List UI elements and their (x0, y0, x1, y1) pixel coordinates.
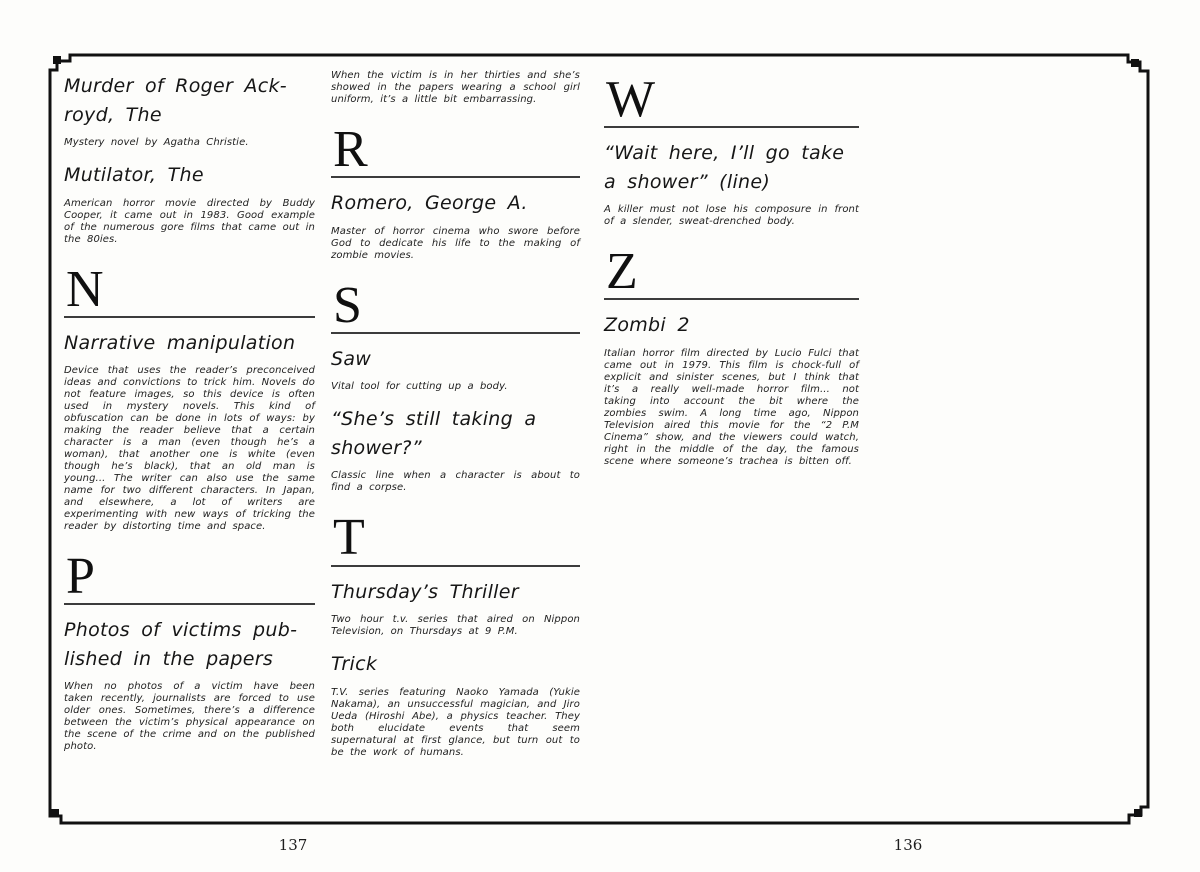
section-letter-t: T (331, 508, 580, 566)
entry-term: “She’s still taking a shower?” (331, 408, 537, 459)
entry-definition: American horror movie directed by Buddy Cooper, it came out in 1983. Good example of the numerous gore films that came out in the 80ies. (64, 197, 315, 245)
entry-term: Mutilator, The (64, 164, 204, 186)
section-letter-s: S (331, 276, 580, 334)
entry-definition: Master of horror cinema who swore before God to dedicate his life to the making of zombie movies. (331, 225, 580, 261)
entry-definition: Device that uses the reader’s preconceived ideas and convictions to trick him. Novels do not feature images, so this device is often used in mystery novels. This kind of obfuscation can be done in lots of ways: by making the reader believe that a certain character is a man (even though he’s a woman), that another one is white (even though he’s black), that an old man is young... The writer can also use the same name for two different characters. In Japan, and elsewhere, a lot of writers are experimenting with new ways of tricking the reader by distorting time and space. (64, 365, 315, 533)
entry-term: Thursday’s Thriller (331, 580, 519, 603)
entry-definition: Classic line when a character is about to find a corpse. (331, 470, 580, 494)
section-letter-n: N (64, 260, 315, 318)
border-corner-knob-top-right (1131, 59, 1139, 67)
page-number-right: 136 (893, 836, 923, 854)
page-number-left: 137 (278, 836, 308, 854)
entry-definition: When the victim is in her thirties and she’s showed in the papers wearing a school girl uniform, it’s a little bit embarrassing. (331, 70, 580, 105)
border-corner-knob-top-left (53, 56, 61, 64)
entry-definition: T.V. series featuring Naoko Yamada (Yukie Nakama), an unsuccessful magician, and Jiro Ueda (Hiroshi Abe), a physics teacher. They both elucidate events that seem supernatural at first glance, but turn out to be the work of humans. (331, 686, 580, 758)
section-letter-p: P (64, 547, 315, 605)
glossary-column-left (64, 70, 315, 765)
entry-term: “Wait here, I’ll go take a shower” (line) (604, 142, 845, 193)
section-letter-r: R (331, 120, 580, 178)
border-corner-knob-bottom-left (51, 809, 59, 817)
entry-definition: A killer must not lose his composure in front of a slender, sweat-drenched body. (604, 204, 859, 228)
entry-term: Photos of victims pub-lished in the papers (64, 619, 298, 670)
entry-definition: Italian horror film directed by Lucio Fulci that came out in 1979. This film is chock-full of explicit and sinister scenes, but I think that it’s a really well-made horror film... not taking into account the bit where the zombies swim. A long time ago, Nippon Television aired this movie for the “2 P.M Cinema” show, and the viewers could watch, right in the middle of the day, the famous scene where someone’s trachea is bitten off. (604, 347, 859, 467)
border-corner-knob-bottom-right (1134, 809, 1142, 817)
entry-definition: Two hour t.v. series that aired on Nippon Television, on Thursdays at 9 P.M. (331, 614, 580, 638)
entry-term: Trick (331, 653, 378, 676)
entry-definition: Vital tool for cutting up a body. (331, 381, 508, 393)
glossary-column-right (604, 71, 859, 480)
entry-term: Saw (331, 347, 372, 370)
entry-term: Narrative manipulation (64, 331, 296, 354)
entry-term: Zombi 2 (604, 314, 690, 337)
entry-term: Romero, George A. (331, 192, 528, 215)
entry-definition: When no photos of a victim have been taken recently, journalists are forced to use older ones. Sometimes, there’s a difference between the victim’s physical appearance on the scene of the crime and on the published photo. (64, 681, 315, 753)
entry-definition: Mystery novel by Agatha Christie. (64, 137, 249, 148)
section-letter-w: W (604, 74, 859, 128)
section-letter-z: Z (604, 242, 859, 300)
entry-term: Murder of Roger Ack-royd, The (64, 75, 287, 126)
glossary-column-middle (331, 70, 580, 771)
